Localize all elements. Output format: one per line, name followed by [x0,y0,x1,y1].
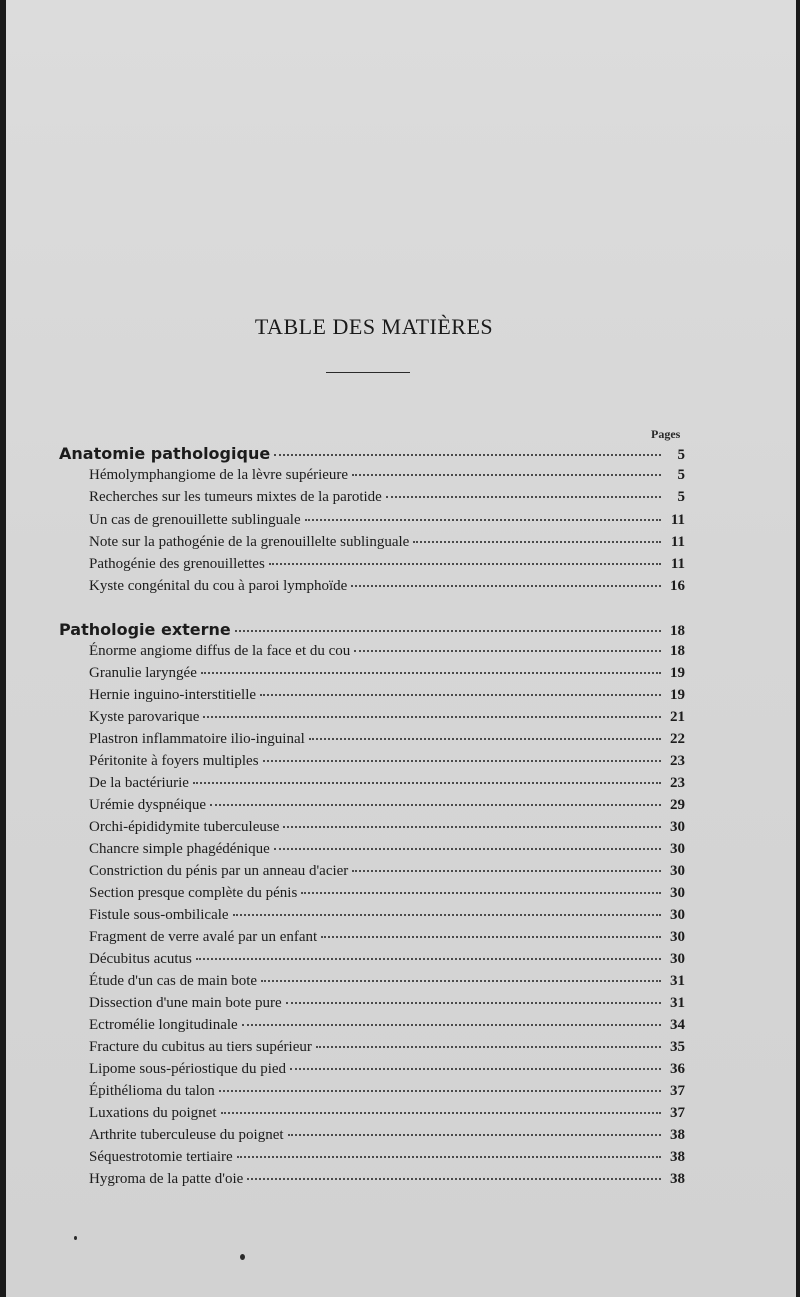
dot-leader [203,716,661,718]
toc-entry-title: Section presque complète du pénis [89,885,298,901]
toc-page-number: 11 [670,556,685,572]
toc-entry [89,929,685,946]
toc-entry-title: Chancre simple phagédénique [89,841,270,857]
toc-entry [89,1127,685,1144]
dot-leader [263,760,661,762]
toc-page-number: 19 [670,687,685,703]
toc-entry-title: Recherches sur les tumeurs mixtes de la parotide [89,489,382,505]
toc-entry-title: Kyste congénital du cou à paroi lymphoïde [89,578,348,594]
toc-page-number: 38 [670,1127,685,1143]
toc-entry-title: Hémolymphangiome de la lèvre supérieure [89,467,349,483]
dot-leader [247,1178,661,1180]
dot-leader [261,980,661,982]
toc-entry [89,643,685,660]
dot-leader [316,1046,661,1048]
toc-entry-title: Fracture du cubitus au tiers supérieur [89,1039,312,1055]
toc-page-number: 30 [670,863,685,879]
toc-entry [89,907,685,924]
toc-entry-title: De la bactériurie [89,775,189,791]
toc-entry [89,863,685,880]
toc-page-number: 22 [670,731,685,747]
toc-page-number: 23 [670,753,685,769]
toc-entry [89,1061,685,1078]
toc-page-number: 34 [670,1017,685,1033]
toc-entry-title: Étude d'un cas de main bote [89,973,258,989]
toc-entry-title: Granulie laryngée [89,665,197,681]
ink-speck [240,1254,245,1260]
toc-section-title: Pathologie externe [59,620,231,639]
toc-entry-title: Lipome sous-périostique du pied [89,1061,287,1077]
toc-entry [89,556,685,573]
toc-entry [89,665,685,682]
toc-page-number: 30 [670,841,685,857]
dot-leader [274,848,661,850]
toc-entry-title: Péritonite à foyers multiples [89,753,259,769]
toc-entry-title: Constriction du pénis par un anneau d'acier [89,863,349,879]
toc-page-number: 18 [670,643,685,659]
toc-entry-title: Épithélioma du talon [89,1083,215,1099]
dot-leader [274,454,661,456]
toc-page-number: 38 [670,1149,685,1165]
toc-page-number: 23 [670,775,685,791]
toc-entry [89,841,685,858]
toc-entry [89,1105,685,1122]
toc-page-number: 30 [670,929,685,945]
toc-page-number: 38 [670,1171,685,1187]
dot-leader [354,650,661,652]
toc-entry [89,1039,685,1056]
toc-entry [89,753,685,770]
toc-entry-title: Note sur la pathogénie de la grenouillelte sublinguale [89,534,410,550]
toc-page-number: 30 [670,819,685,835]
toc-page-number: 21 [670,709,685,725]
toc-page-number: 31 [670,973,685,989]
toc-entry [89,687,685,704]
dot-leader [386,496,661,498]
title-rule [326,372,410,373]
toc-entry-title: Luxations du poignet [89,1105,217,1121]
toc-entry-title: Hernie inguino-interstitielle [89,687,257,703]
toc-entry [89,885,685,902]
toc-page-number: 5 [677,489,685,505]
toc-page-number: 5 [677,447,685,463]
toc-entry-title: Orchi-épididymite tuberculeuse [89,819,280,835]
dot-leader [193,782,661,784]
toc-entry-title: Plastron inflammatoire ilio-inguinal [89,731,305,747]
toc-entry-title: Décubitus acutus [89,951,192,967]
dot-leader [260,694,661,696]
toc-entry [89,578,685,595]
toc-entry [89,731,685,748]
toc-entry [89,819,685,836]
toc-entry-title: Un cas de grenouillette sublinguale [89,512,301,528]
dot-leader [352,474,661,476]
toc-entry-title: Kyste parovarique [89,709,200,725]
dot-leader [201,672,661,674]
toc-entry [89,489,685,506]
toc-page-number: 31 [670,995,685,1011]
dot-leader [290,1068,661,1070]
toc-page-number: 30 [670,951,685,967]
toc-entry [89,467,685,484]
toc-entry [89,995,685,1012]
scanned-page [6,0,796,1297]
toc-entry [89,534,685,551]
dot-leader [235,630,661,632]
dot-leader [196,958,661,960]
dot-leader [413,541,661,543]
toc-page-number: 30 [670,907,685,923]
dot-leader [237,1156,661,1158]
toc-page-number: 16 [670,578,685,594]
toc-page-number: 18 [670,623,685,639]
toc-entry [89,709,685,726]
toc-entry-title: Fistule sous-ombilicale [89,907,229,923]
toc-entry [89,512,685,529]
toc-entry-title: Hygroma de la patte d'oie [89,1171,244,1187]
dot-leader [221,1112,662,1114]
toc-section-title: Anatomie pathologique [59,444,271,463]
dot-leader [288,1134,661,1136]
ink-speck [74,1236,77,1240]
toc-page-number: 35 [670,1039,685,1055]
dot-leader [301,892,661,894]
toc-entry-title: Séquestrotomie tertiaire [89,1149,233,1165]
dot-leader [233,914,661,916]
dot-leader [309,738,661,740]
dot-leader [305,519,661,521]
toc-entry-title: Arthrite tuberculeuse du poignet [89,1127,284,1143]
dot-leader [351,585,661,587]
toc-entry-title: Fragment de verre avalé par un enfant [89,929,318,945]
toc-entry [89,797,685,814]
toc-entry [89,1171,685,1188]
pages-column-label: Pages [651,427,681,441]
dot-leader [352,870,661,872]
toc-page-number: 37 [670,1105,685,1121]
toc-entry-title: Ectromélie longitudinale [89,1017,238,1033]
toc-entry-title: Urémie dyspnéique [89,797,207,813]
toc-entry [89,951,685,968]
toc-section [59,620,685,640]
dot-leader [321,936,661,938]
toc-page-number: 19 [670,665,685,681]
toc-entry [89,775,685,792]
toc-entry [89,1017,685,1034]
toc-page-number: 29 [670,797,685,813]
page-title: TABLE DES MATIÈRES [254,314,494,339]
toc-page-number: 37 [670,1083,685,1099]
dot-leader [242,1024,661,1026]
toc-entry-title: Énorme angiome diffus de la face et du cou [89,643,351,659]
dot-leader [219,1090,661,1092]
toc-entry-title: Pathogénie des grenouillettes [89,556,265,572]
dot-leader [283,826,661,828]
toc-page-number: 36 [670,1061,685,1077]
toc-page-number: 11 [670,534,685,550]
toc-page-number: 11 [670,512,685,528]
toc-entry-title: Dissection d'une main bote pure [89,995,282,1011]
toc-entry [89,973,685,990]
toc-section [59,444,685,464]
toc-page-number: 30 [670,885,685,901]
toc-page-number: 5 [677,467,685,483]
dot-leader [286,1002,661,1004]
dot-leader [269,563,661,565]
dot-leader [210,804,661,806]
toc-entry [89,1149,685,1166]
toc-entry [89,1083,685,1100]
